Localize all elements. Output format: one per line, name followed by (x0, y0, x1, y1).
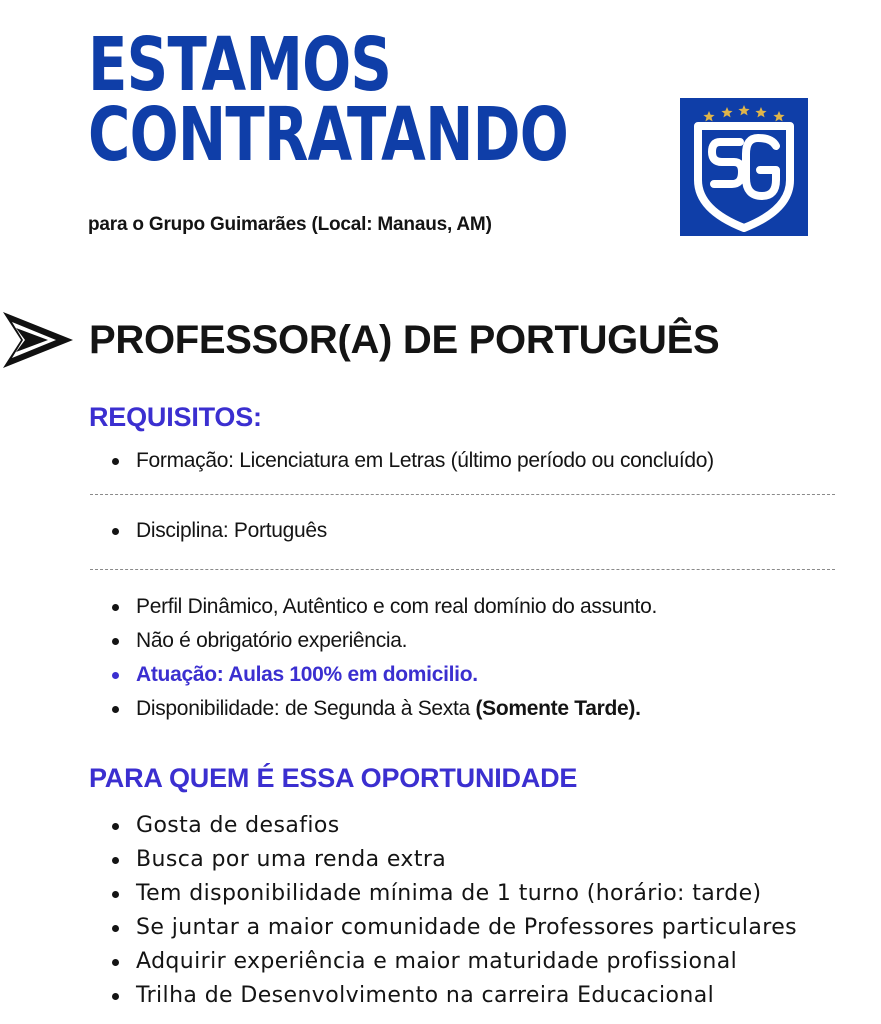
requirements-list (110, 449, 714, 473)
company-logo-icon (680, 98, 808, 236)
headline (88, 22, 569, 178)
requirement-work-mode: Atuação: Aulas 100% em domicilio. (110, 658, 657, 692)
requirements-list (110, 590, 657, 726)
headline-line-2: CONTRATANDO (88, 92, 569, 178)
requirement-subject: Disciplina: Português (110, 519, 327, 543)
list-item: Trilha de Desenvolvimento na carreira Educacional (110, 979, 797, 1013)
opportunity-heading: PARA QUEM É ESSA OPORTUNIDADE (89, 763, 578, 793)
list-item: Busca por uma renda extra (110, 843, 797, 877)
requirement-education: Formação: Licenciatura em Letras (último período ou concluído) (110, 449, 714, 473)
company-location: para o Grupo Guimarães (Local: Manaus, AM) (88, 214, 492, 235)
requirements-heading: REQUISITOS: (89, 402, 262, 432)
requirement-experience: Não é obrigatório experiência. (110, 624, 657, 658)
requirements-list (110, 519, 327, 543)
job-title: PROFESSOR(A) DE PORTUGUÊS (89, 318, 720, 362)
list-item: Adquirir experiência e maior maturidade profissional (110, 945, 797, 979)
headline-line-1: ESTAMOS (88, 22, 392, 108)
requirement-profile: Perfil Dinâmico, Autêntico e com real domínio do assunto. (110, 590, 657, 624)
list-item: Se juntar a maior comunidade de Professores particulares (110, 911, 797, 945)
arrow-icon (2, 309, 74, 371)
opportunity-list (110, 809, 797, 1013)
dashed-divider (90, 494, 835, 495)
dashed-divider (90, 569, 835, 570)
list-item: Tem disponibilidade mínima de 1 turno (horário: tarde) (110, 877, 797, 911)
list-item: Gosta de desafios (110, 809, 797, 843)
availability-highlight: (Somente Tarde). (475, 697, 641, 720)
availability-text: Disponibilidade: de Segunda à Sexta (136, 697, 476, 720)
requirement-availability (110, 692, 657, 726)
